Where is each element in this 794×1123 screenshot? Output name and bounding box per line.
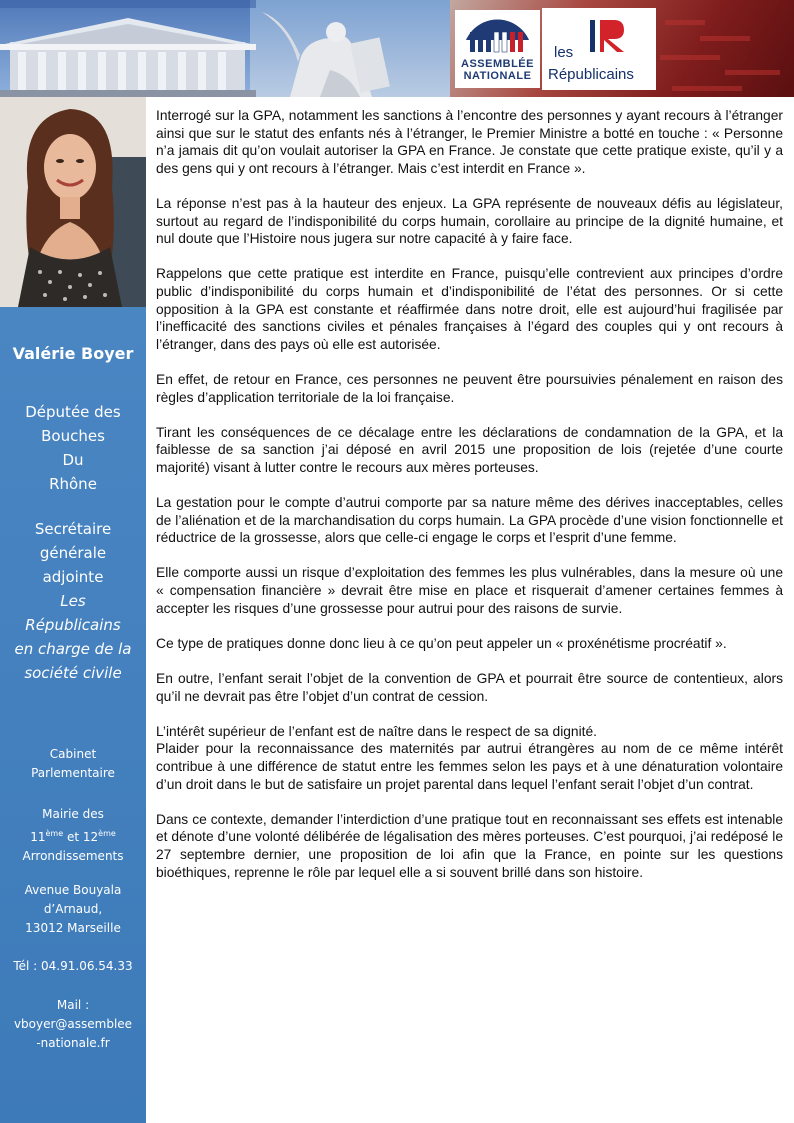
party-role: Secrétaire générale adjointe: [34, 520, 112, 586]
mairie-arrondissement-1: 11: [30, 830, 46, 844]
deputy-role: Députée des Bouches Du Rhône: [25, 403, 121, 493]
paragraph: En effet, de retour en France, ces personnes ne peuvent être poursuivies pénalement en raison des règles d’application territoriale de la loi française.: [156, 371, 783, 405]
portrait-photo: [0, 97, 146, 307]
paragraph: La réponse n’est pas à la hauteur des enjeux. La GPA représente de nouveaux défis au législateur, surtout au regard de l’indisponibilité du corps humain, corollaire au principe de la dignité humaine, et nul doute que l’Histoire nous jugera sur notre capacité à y faire face.: [156, 195, 783, 247]
portrait-illustration: [0, 97, 146, 307]
republicains-logo-name: Républicains: [548, 66, 634, 83]
paragraph: Plaider pour la reconnaissance des maternités par autrui étrangères au nom de ce même intérêt contribue à une différence de statut entre les femmes selon les pays et à une dénaturation volontaire d’un droit dans le but de satisfaire un projet parental dans lequel l’enfant serait l’objet d’un contrat.: [156, 741, 783, 792]
sidebar: [0, 307, 146, 1123]
palais-bourbon-image: [0, 0, 256, 97]
mairie-address: [0, 805, 146, 866]
hemicycle-image: [660, 20, 780, 91]
paragraph: Dans ce contexte, demander l’interdiction d’une pratique tout en reconnaissant ses effets est intenable et dénote d’une volonté délibérée de légalisation des mères porteuses. C’est pourquoi, j’ai redéposé le 27 septembre dernier, une proposition de loi afin que la France, en pointe sur les questions bioéthiques, reprenne le rôle par lequel elle a si souvent brillé dans son histoire.: [156, 811, 783, 880]
republicains-logo-les: les: [554, 44, 574, 61]
deputy-name: Valérie Boyer: [12, 344, 134, 363]
email-address: Mail : vboyer@assemblee -nationale.fr: [13, 998, 133, 1050]
cabinet-label: Cabinet Parlementaire: [31, 747, 115, 780]
phone-number: Tél : 04.91.06.54.33: [13, 959, 133, 973]
hemicycle-logo-icon: [455, 10, 540, 56]
assemblee-nationale-logo: [455, 10, 540, 88]
monogram-text: IR: [542, 8, 543, 9]
statue-image: [262, 12, 390, 97]
mairie-sup-2: ème: [98, 829, 116, 838]
paragraph: Interrogé sur la GPA, notamment les sanctions à l’encontre des personnes y ayant recours à l’étranger ainsi que sur le statut des enfants nés à l’étranger, le Premier Ministre a botté en touche : « Personne n’a jamais dit qu’on voulait autoriser la GPA en France. Je constate que cette pratique existe, qu’il y a des gens qui y ont recours à l’étranger. Mais c’est interdit en France ».: [156, 108, 783, 176]
header-banner: [0, 0, 794, 97]
postal-address: Avenue Bouyala d’Arnaud, 13012 Marseille: [24, 883, 122, 935]
assemblee-nationale-wordmark: ASSEMBLÉE NATIONALE: [461, 58, 534, 82]
paragraph: Tirant les conséquences de ce décalage entre les déclarations de condamnation de la GPA, et la faiblesse de sa sanction j’ai déposé en avril 2015 une proposition de lois (rejetée d’une courte majorité) visant à lutter contre le recours aux mères porteuses.: [156, 424, 783, 475]
paragraph: La gestation pour le compte d’autrui comporte par sa nature même des dérives inacceptables, celles de l’aliénation et de la marchandisation du corps humain. La GPA procède d’une vision fonctionnelle et réductrice de la grossesse, alors que celle-ci engage le corps et l’esprit d’une femme.: [156, 495, 783, 546]
mairie-line-2: [0, 824, 146, 847]
mairie-line-3: Arrondissements: [22, 849, 124, 863]
paragraph: Rappelons que cette pratique est interdite en France, puisqu’elle contrevient aux principes d’ordre public d’indisponibilité du corps humain et d’indisponibilité de l’état des personnes. Or si cette opposition à la GPA est constante et réaffirmée dans notre droit, elle est aujourd’hui fragilisée par l’inefficacité des sanctions civiles et pénales françaises à l’égard des couples qui y ont recours à l’étranger, dans des pays où elle est autorisée.: [156, 266, 783, 352]
party-portfolio: Les Républicains en charge de la société civile: [14, 592, 132, 682]
paragraph: L’intérêt supérieur de l’enfant est de naître dans le respect de sa dignité.: [156, 723, 598, 739]
article-body: [156, 107, 783, 899]
mairie-line-1: Mairie des: [42, 807, 104, 821]
banner-illustration: [0, 0, 794, 97]
paragraph: En outre, l’enfant serait l’objet de la convention de GPA et pourrait être source de contentieux, alors qu’il ne devrait pas être l’objet d’un contrat de cession.: [156, 671, 783, 704]
les-republicains-logo: [542, 8, 656, 90]
mairie-sup-1: ème: [45, 829, 64, 838]
paragraph: Ce type de pratiques donne donc lieu à ce qu’on peut appeler un « proxénétisme procréatif ».: [156, 635, 727, 651]
mairie-arrondissement-2: et 12: [63, 830, 99, 844]
paragraph: Elle comporte aussi un risque d’exploitation des femmes les plus vulnérables, dans la mesure où une « compensation financière » devrait être mise en place et risquerait d’amener certaines femmes à accepter les risques d’une grossesse pour autrui pour des raisons de survie.: [156, 565, 783, 616]
